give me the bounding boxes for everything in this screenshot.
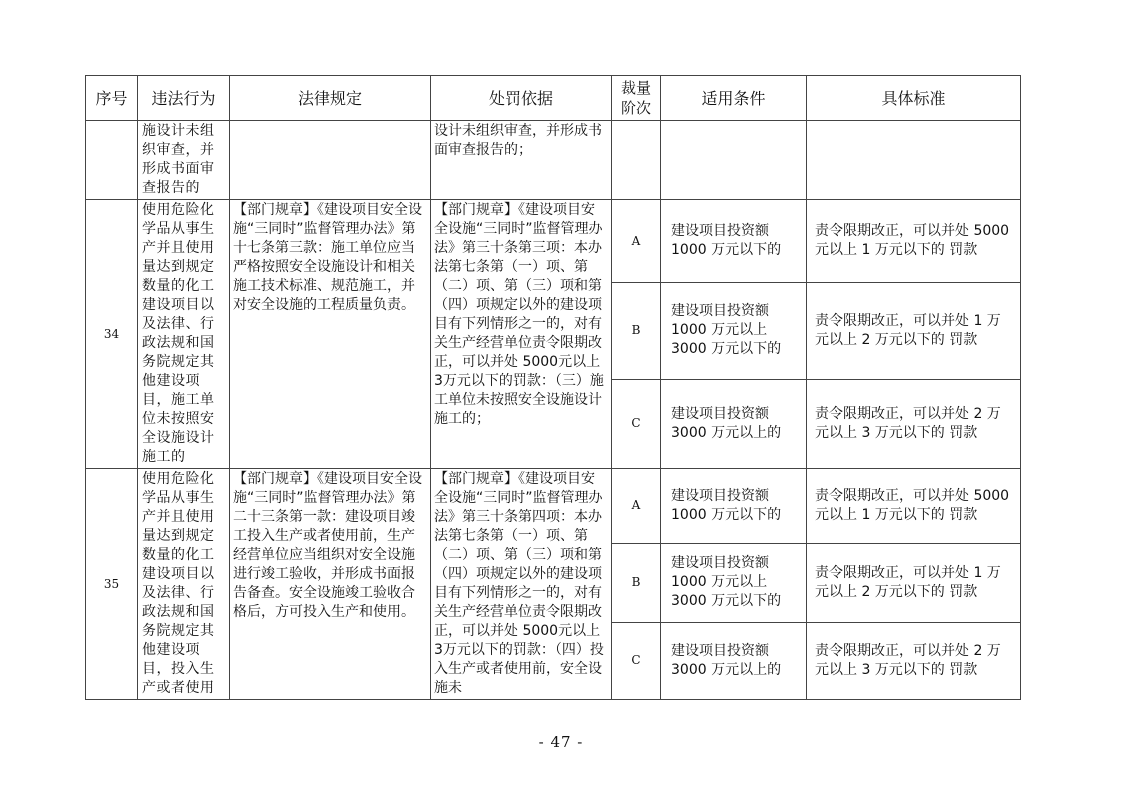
basis-cell: 【部门规章】《建设项目安全设施“三同时”监督管理办法》第三十条第四项：本办法第七条第（一）项、第（二）项、第（三）项和第（四）项规定以外的建设项目有下列情形之一的，对有关生产经营单位责令限期改正，可以并处 5000元以上3万元以下的罚款：（四）投入生产或者使用前，安全设施未 (431, 469, 612, 700)
violation-cell: 使用危险化学品从事生产并且使用量达到规定数量的化工建设项目以及法律、行政法规和国务院规定其他建设项目，施工单位未按照安全设施设计施工的 (138, 200, 230, 469)
condition-cell: 建设项目投资额 3000 万元以上的 (661, 622, 807, 699)
standard-cell: 责令限期改正，可以并处 5000 元以上 1 万元以下的 罚款 (807, 469, 1021, 544)
header-standard: 具体标准 (807, 76, 1021, 121)
level-cell: B (612, 283, 661, 379)
penalty-standard-table (85, 75, 1021, 700)
header-act: 违法行为 (138, 76, 230, 121)
continued-basis: 设计未组织审查，并形成书面审查报告的； (431, 121, 612, 200)
continued-act: 施设计未组织审查，并形成书面审查报告的 (138, 121, 230, 200)
basis-cell: 【部门规章】《建设项目安全设施“三同时”监督管理办法》第三十条第三项：本办法第七条第（一）项、第（二）项、第（三）项和第（四）项规定以外的建设项目有下列情形之一的，对有关生产经营单位责令限期改正，可以并处 5000元以上3万元以下的罚款：（三）施工单位未按照安全设施设计施工的； (431, 200, 612, 469)
header-seq: 序号 (86, 76, 138, 121)
continued-num (86, 121, 138, 200)
continued-condition (661, 121, 807, 200)
standard-cell: 责令限期改正，可以并处 5000 元以上 1 万元以下的 罚款 (807, 200, 1021, 283)
standard-cell: 责令限期改正，可以并处 1 万元以上 2 万元以下的 罚款 (807, 283, 1021, 379)
row-number: 34 (86, 200, 138, 469)
row-number: 35 (86, 469, 138, 700)
table-row (86, 200, 1021, 283)
condition-cell: 建设项目投资额 1000 万元以上 3000 万元以下的 (661, 283, 807, 379)
continued-law (230, 121, 431, 200)
condition-cell: 建设项目投资额 1000 万元以下的 (661, 200, 807, 283)
level-cell: C (612, 379, 661, 468)
level-cell: A (612, 469, 661, 544)
continued-level (612, 121, 661, 200)
header-law: 法律规定 (230, 76, 431, 121)
condition-cell: 建设项目投资额 1000 万元以下的 (661, 469, 807, 544)
header-level: 裁量阶次 (612, 76, 661, 121)
law-cell: 【部门规章】《建设项目安全设施“三同时”监督管理办法》第十七条第三款：施工单位应当严格按照安全设施设计和相关施工技术标准、规范施工，并对安全设施的工程质量负责。 (230, 200, 431, 469)
table-row (86, 469, 1021, 544)
header-row (86, 76, 1021, 121)
page-number: - 47 - (538, 733, 584, 751)
continued-standard (807, 121, 1021, 200)
condition-cell: 建设项目投资额 1000 万元以上 3000 万元以下的 (661, 543, 807, 622)
standard-cell: 责令限期改正，可以并处 2 万元以上 3 万元以下的 罚款 (807, 379, 1021, 468)
standard-cell: 责令限期改正，可以并处 2 万元以上 3 万元以下的 罚款 (807, 622, 1021, 699)
level-cell: C (612, 622, 661, 699)
level-cell: B (612, 543, 661, 622)
law-cell: 【部门规章】《建设项目安全设施“三同时”监督管理办法》第二十三条第一款：建设项目竣工投入生产或者使用前，生产经营单位应当组织对安全设施进行竣工验收，并形成书面报告备查。安全设施竣工验收合格后，方可投入生产和使用。 (230, 469, 431, 700)
level-cell: A (612, 200, 661, 283)
condition-cell: 建设项目投资额 3000 万元以上的 (661, 379, 807, 468)
header-basis: 处罚依据 (431, 76, 612, 121)
standard-cell: 责令限期改正，可以并处 1 万元以上 2 万元以下的 罚款 (807, 543, 1021, 622)
continued-row (86, 121, 1021, 200)
header-condition: 适用条件 (661, 76, 807, 121)
violation-cell: 使用危险化学品从事生产并且使用量达到规定数量的化工建设项目以及法律、行政法规和国务院规定其他建设项目，投入生产或者使用 (138, 469, 230, 700)
